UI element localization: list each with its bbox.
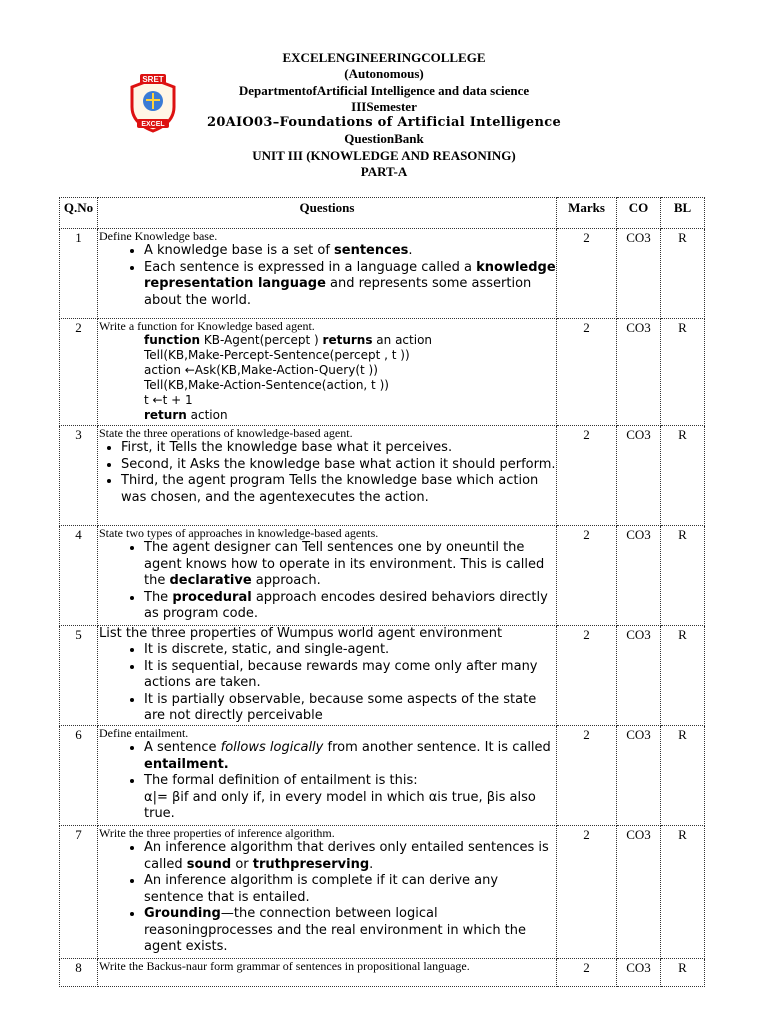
table-row <box>60 826 705 959</box>
unit-title: UNIT III (KNOWLEDGE AND REASONING) <box>252 147 516 163</box>
autonomous-label: (Autonomous) <box>344 66 424 82</box>
table-row <box>60 959 705 987</box>
question-text: Write the Backus-naur form grammar of sentences in propositional language. <box>99 959 470 973</box>
marks-cell: 2 <box>557 826 617 959</box>
code-line: Tell(KB,Make-Action-Sentence(action, t )) <box>144 378 389 392</box>
question-number: 1 <box>60 229 98 319</box>
header-questions: Questions <box>98 198 557 229</box>
bl-cell: R <box>661 726 705 826</box>
bl-cell: R <box>661 229 705 319</box>
question-number: 5 <box>60 626 98 726</box>
code-line: action ←Ask(KB,Make-Action-Query(t )) <box>144 363 378 377</box>
question-cell <box>98 319 557 426</box>
header-marks: Marks <box>557 198 617 229</box>
question-text: Define entailment. <box>99 726 189 740</box>
co-cell: CO3 <box>617 426 661 526</box>
table-row <box>60 526 705 626</box>
co-cell: CO3 <box>617 726 661 826</box>
table-row <box>60 426 705 526</box>
list-item: • First, it Tells the knowledge base what it perceives. <box>121 440 556 457</box>
table-row <box>60 229 705 319</box>
list-item: • An inference algorithm that derives only entailed sentences is called sound or truthpreserving. <box>144 840 556 873</box>
bl-cell: R <box>661 426 705 526</box>
answer-list <box>99 540 556 623</box>
question-text: State two types of approaches in knowledge-based agents. <box>99 526 379 540</box>
header-qno: Q.No <box>60 198 98 229</box>
co-cell: CO3 <box>617 229 661 319</box>
answer-list <box>99 642 556 725</box>
table-row <box>60 626 705 726</box>
co-cell: CO3 <box>617 319 661 426</box>
code-line: Tell(KB,Make-Percept-Sentence(percept , t )) <box>144 348 410 362</box>
list-item: • It is sequential, because rewards may come only after many actions are taken. <box>144 659 556 692</box>
list-item: • A knowledge base is a set of sentences. <box>144 243 556 260</box>
question-text: Write the three properties of inference algorithm. <box>99 826 335 840</box>
question-cell <box>98 426 557 526</box>
marks-cell: 2 <box>557 526 617 626</box>
marks-cell: 2 <box>557 229 617 319</box>
question-number: 4 <box>60 526 98 626</box>
code-line: t ←t + 1 <box>144 393 193 407</box>
table-header-row <box>60 198 705 229</box>
marks-cell: 2 <box>557 426 617 526</box>
question-number: 8 <box>60 959 98 987</box>
marks-cell: 2 <box>557 626 617 726</box>
bl-cell: R <box>661 826 705 959</box>
question-cell <box>98 726 557 826</box>
question-number: 3 <box>60 426 98 526</box>
code-block <box>99 333 556 423</box>
list-item: • The agent designer can Tell sentences one by oneuntil the agent knows how to operate in its environment. This is called the declarative approach. <box>144 540 556 590</box>
table-row <box>60 319 705 426</box>
question-text: Define Knowledge base. <box>99 229 218 243</box>
list-item: • The formal definition of entailment is this: α|= βif and only if, in every model in which αis true, βis also true. <box>144 773 556 823</box>
question-text: List the three properties of Wumpus world agent environment <box>99 626 503 641</box>
code-line: return action <box>144 408 228 422</box>
list-item: • A sentence follows logically from another sentence. It is called entailment. <box>144 740 556 773</box>
list-item: • Each sentence is expressed in a language called a knowledge representation language and represents some assertion about the world. <box>144 260 556 310</box>
part-title: PART-A <box>360 164 408 180</box>
bl-cell: R <box>661 959 705 987</box>
marks-cell: 2 <box>557 959 617 987</box>
question-cell <box>98 229 557 319</box>
department-name: DepartmentofArtificial Intelligence and data science <box>238 82 530 98</box>
question-cell <box>98 959 557 987</box>
code-line: function KB-Agent(percept ) returns an action <box>144 333 433 347</box>
question-text: Write a function for Knowledge based agent. <box>99 319 315 333</box>
svg-text:SRET: SRET <box>142 75 164 84</box>
answer-list <box>99 840 556 956</box>
answer-list <box>99 740 556 823</box>
question-cell <box>98 526 557 626</box>
list-item: • Third, the agent program Tells the knowledge base which action was chosen, and the agentexecutes the action. <box>121 473 556 506</box>
list-item: • An inference algorithm is complete if it can derive any sentence that is entailed. <box>144 873 556 906</box>
question-cell <box>98 826 557 959</box>
header-bl: BL <box>661 198 705 229</box>
bl-cell: R <box>661 526 705 626</box>
list-item: • The procedural approach encodes desired behaviors directly as program code. <box>144 590 556 623</box>
question-text: State the three operations of knowledge-based agent. <box>99 426 353 440</box>
marks-cell: 2 <box>557 726 617 826</box>
course-title: 20AIO03–Foundations of Artificial Intelligence <box>206 115 562 131</box>
co-cell: CO3 <box>617 626 661 726</box>
header-co: CO <box>617 198 661 229</box>
college-name: EXCELENGINEERINGCOLLEGE <box>282 50 486 65</box>
marks-cell: 2 <box>557 319 617 426</box>
bl-cell: R <box>661 626 705 726</box>
document-title: QuestionBank <box>344 131 424 147</box>
bl-cell: R <box>661 319 705 426</box>
question-cell <box>98 626 557 726</box>
co-cell: CO3 <box>617 526 661 626</box>
list-item: • It is partially observable, because some aspects of the state are not directly perceivable <box>144 692 556 725</box>
document-header <box>0 50 768 180</box>
svg-text:EXCEL: EXCEL <box>141 121 165 128</box>
answer-list <box>99 243 556 309</box>
answer-list <box>99 440 556 506</box>
question-number: 6 <box>60 726 98 826</box>
list-item: • It is discrete, static, and single-agent. <box>144 642 556 659</box>
question-number: 7 <box>60 826 98 959</box>
question-bank-table <box>59 197 705 987</box>
co-cell: CO3 <box>617 959 661 987</box>
co-cell: CO3 <box>617 826 661 959</box>
question-number: 2 <box>60 319 98 426</box>
list-item: • Second, it Asks the knowledge base what action it should perform. <box>121 457 556 474</box>
semester-label: IIISemester <box>351 98 417 114</box>
table-row <box>60 726 705 826</box>
list-item: • Grounding—the connection between logical reasoningprocesses and the real environment in which the agent exists. <box>144 906 556 956</box>
